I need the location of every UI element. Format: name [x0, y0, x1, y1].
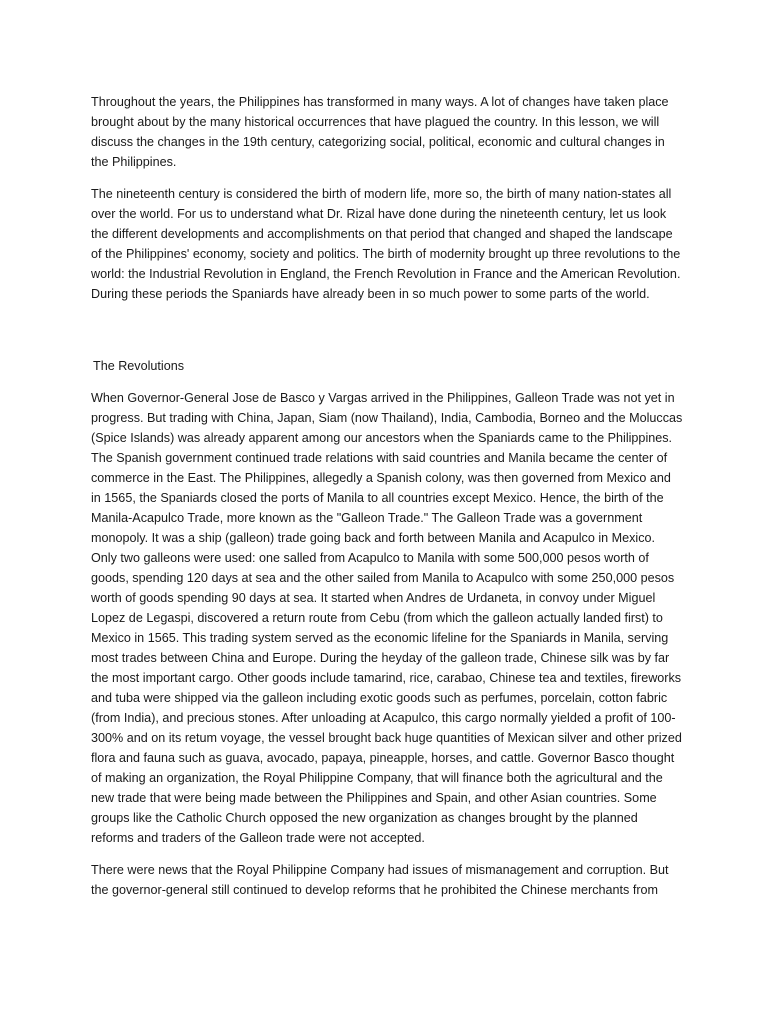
document-page: [91, 92, 683, 912]
fourth-paragraph: There were news that the Royal Philippine Company had issues of mismanagement and corruption. But the governor-general still continued to develop reforms that he prohibited the Chinese merchants from: [91, 863, 669, 897]
second-paragraph: The nineteenth century is considered the birth of modern life, more so, the birth of many nation-states all over the world. For us to understand what Dr. Rizal have done during the nineteenth century, let us look the different developments and accomplishments on that period that changed and shaped the landscape of the Philippines' economy, society and politics. The birth of modernity brought up three revolutions to the world: the Industrial Revolution in England, the French Revolution in France and the American Revolution. During these periods the Spaniards have already been in so much power to some parts of the world.: [91, 187, 681, 301]
section-heading: The Revolutions: [93, 359, 185, 373]
intro-paragraph: Throughout the years, the Philippines has transformed in many ways. A lot of changes have taken place brought about by the many historical occurrences that have plagued the country. In this lesson, we will discuss the changes in the 19th century, categorizing social, political, economic and cultural changes in the Philippines.: [91, 95, 669, 169]
blank-line: [91, 316, 683, 356]
third-paragraph: When Governor-General Jose de Basco y Vargas arrived in the Philippines, Galleon Trade was not yet in progress. But trading with China, Japan, Siam (now Thailand), India, Cambodia, Borneo and the Moluccas (Spice Islands) was already apparent among our ancestors when the Spaniards came to the Philippines. The Spanish government continued trade relations with said countries and Manila became the center of commerce in the East. The Philippines, allegedly a Spanish colony, was then governed from Mexico and in 1565, the Spaniards closed the ports of Manila to all countries except Mexico. Hence, the birth of the Manila-Acapulco Trade, more known as the "Galleon Trade." The Galleon Trade was a government monopoly. It was a ship (galleon) trade going back and forth between Manila and Acapulco in Mexico. Only two galleons were used: one salled from Acapulco to Manila with some 500,000 pesos worth of goods, spending 120 days at sea and the other sailed from Manila to Acapulco with some 250,000 pesos worth of goods spending 90 days at sea. It started when Andres de Urdaneta, in convoy under Miguel Lopez de Legaspi, discovered a return route from Cebu (from which the galleon actually landed first) to Mexico in 1565. This trading system served as the economic lifeline for the Spaniards in Manila, serving most trades between China and Europe. During the heyday of the galleon trade, Chinese silk was by far the most important cargo. Other goods include tamarind, rice, carabao, Chinese tea and textiles, fireworks and tuba were shipped via the galleon including exotic goods such as perfumes, porcelain, cotton fabric (from India), and precious stones. After unloading at Acapulco, this cargo normally yielded a profit of 100-300% and on its retum voyage, the vessel brought back huge quantities of Mexican silver and other prized flora and fauna such as guava, avocado, papaya, pineapple, horses, and cattle. Governor Basco thought of making an organization, the Royal Philippine Company, that will finance both the agricultural and the new trade that were being made between the Philippines and Spain, and other Asian countries. Some groups like the Catholic Church opposed the new organization as changes brought by the planned reforms and traders of the Galleon trade were not accepted.: [91, 391, 683, 845]
